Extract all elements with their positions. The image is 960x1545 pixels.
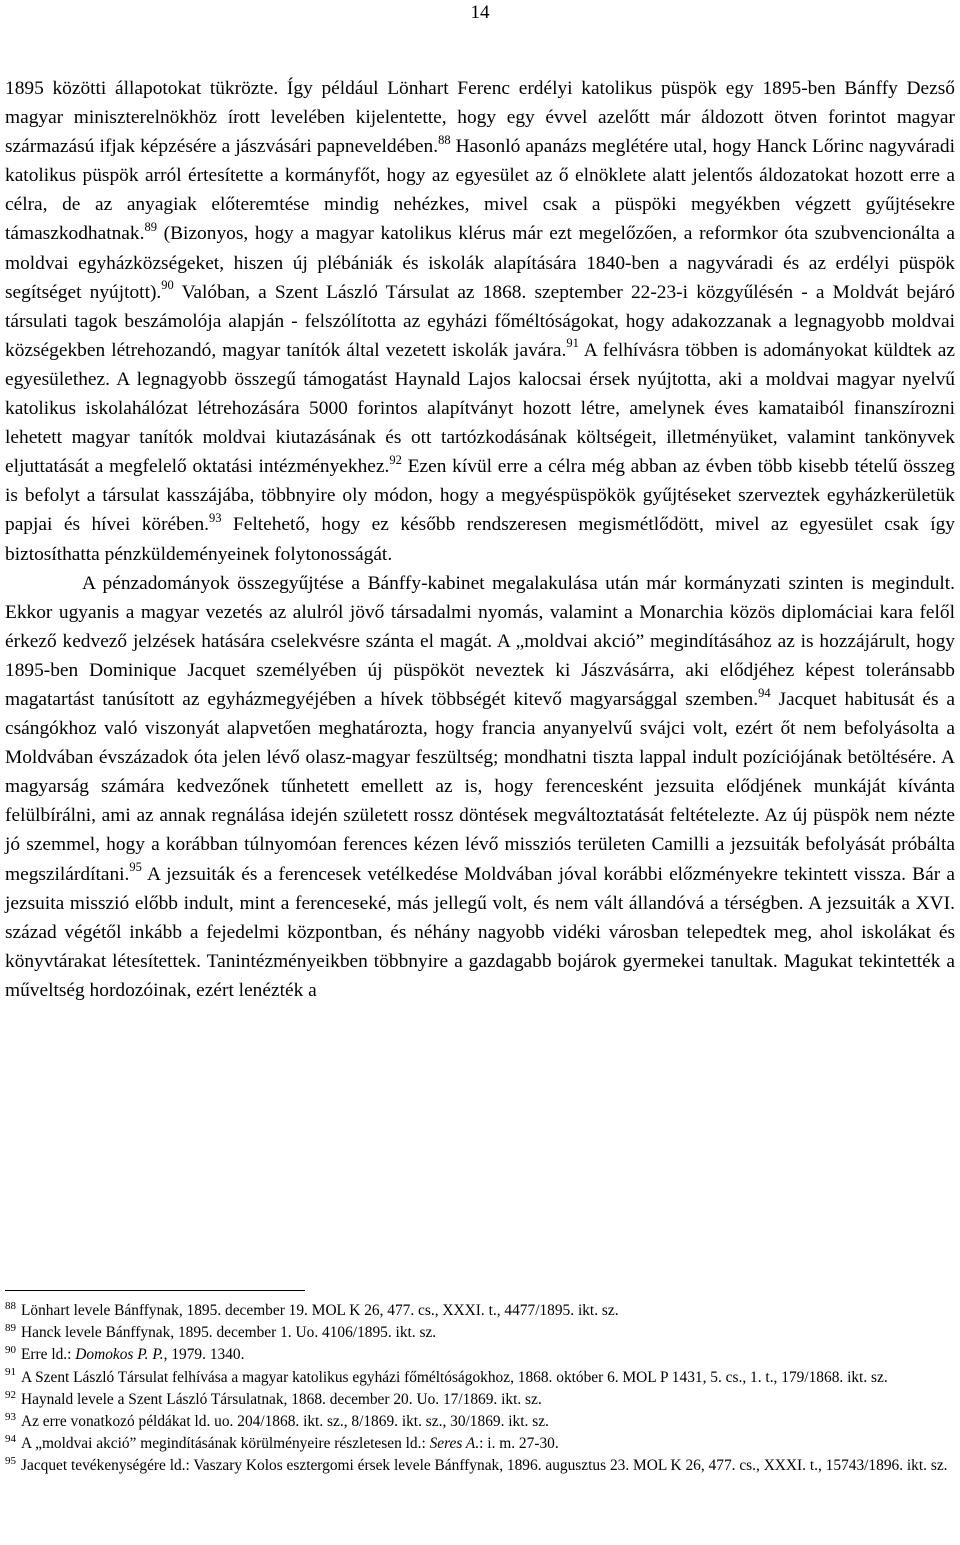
- footnote-number: 88: [5, 1299, 16, 1312]
- footnote-text: Jacquet tevékenységére ld.: Vaszary Kolos esztergomi érsek levele Bánffynak, 1896. augusztus 23. MOL K 26, 477. cs., XXXI. t., 15743/1896. ikt. sz.: [21, 1457, 948, 1475]
- text-run: Valóban, a Szent László Társulat az 1868. szeptember 22-23-i közgyűlésén - a Moldvát bejáró társulati tagok beszámolója alapján - felszólította az egyházi főméltóságokat, hogy adakozzanak a legnagyobb moldvai községekben létrehozandó, magyar tanítók által vezetett iskolák javára.: [5, 281, 955, 361]
- body-text: [5, 74, 955, 1005]
- footnote-text: Erre ld.:: [21, 1346, 76, 1364]
- footnote-reference: 94: [758, 685, 771, 700]
- footnote-reference: 93: [209, 510, 222, 525]
- footnote-number: 89: [5, 1322, 16, 1335]
- text-run: Hasonló apanázs meglétére utal, hogy Hanck Lőrinc nagyváradi katolikus püspök arról értesítette a kormányfőt, hogy az egyesület az ő elnöklete alatt jelentős áldozatokat hozott erre a célra, de az anyagiak előteremtése mindig nehézkes, mivel csak a püspöki megyékben végzett gyűjtésekre támaszkodhatnak.: [5, 136, 955, 245]
- footnote-reference: 92: [389, 452, 402, 467]
- footnote-text: Domokos P. P.: [75, 1346, 164, 1364]
- footnote-text: A Szent László Társulat felhívása a magyar katolikus egyházi főméltóságokhoz, 1868. október 6. MOL P 1431, 5. cs., 1. t., 179/1868. ikt. sz.: [21, 1368, 888, 1386]
- footnote: [5, 1455, 955, 1477]
- footnote-number: 90: [5, 1344, 16, 1357]
- footnote-number: 92: [5, 1388, 16, 1401]
- text-run: 1895 közötti állapotokat tükrözte. Így például Lönhart Ferenc erdélyi katolikus püspök egy 1895-ben Bánffy Dezső magyar miniszterelnökhöz írott levelében kijelentette, hogy egy évvel azelőtt már áldozott ötven forintot magyar származású ifjak képzésére a jászvásári papneveldében.: [5, 78, 955, 158]
- text-run: A jezsuiták és a ferencesek vetélkedése Moldvában jóval korábbi előzményekre tekintett vissza. Bár a jezsuita misszió előbb indult, mint a ferenceseké, más jellegű volt, és nem vált állandóvá a térségben. A jezsuiták a XVI. század végétől inkább a fejedelmi központban, és néhány nagyobb vidéki városban telepedtek meg, ahol iskolákat és könyvtárakat létesítettek. Tanintézményeikben többnyire a gazdagabb bojárok gyermekei tanultak. Magukat tekintették a műveltség hordozóinak, ezért lenézték a: [5, 863, 955, 1001]
- footnote-text: A „moldvai akció” megindításának körülményeire részletesen ld.:: [21, 1435, 430, 1453]
- footnote-text: Hanck levele Bánffynak, 1895. december 1. Uo. 4106/1895. ikt. sz.: [21, 1324, 437, 1342]
- page-number: 14: [470, 2, 490, 23]
- text-run: A pénzadományok összegyűjtése a Bánffy-kabinet megalakulása után már kormányzati szinten is megindult. Ekkor ugyanis a magyar vezetés az alulról jövő társadalmi nyomás, valamint a Monarchia közös diplomáciai kara felől érkező kedvező jelzések hatására cselekvésre szánta el magát. A „moldvai akció” megindításához az is hozzájárult, hogy 1895-ben Dominique Jacquet személyében új püspököt neveztek ki Jászvásárra, aki elődjéhez képest toleránsabb magatartást tanúsított az egyházmegyéjében a hívek többségét kitevő magyarsággal szemben.: [5, 572, 955, 710]
- footnotes: [5, 1300, 955, 1478]
- footnote-text: , 1979. 1340.: [163, 1346, 245, 1364]
- footnote-text: Lönhart levele Bánffynak, 1895. december 19. MOL K 26, 477. cs., XXXI. t., 4477/1895. ikt. sz.: [21, 1302, 619, 1319]
- footnote: [5, 1433, 955, 1455]
- footnote-number: 93: [5, 1410, 16, 1423]
- text-run: Feltehető, hogy ez később rendszeresen megismétlődött, mivel az egyesület csak így biztosíthatta pénzküldeményeinek folytonosságát.: [5, 514, 955, 565]
- footnote-text: Haynald levele a Szent László Társulatnak, 1868. december 20. Uo. 17/1869. ikt. sz.: [21, 1390, 542, 1408]
- footnote: [5, 1367, 955, 1389]
- text-run: A felhívásra többen is adományokat küldtek az egyesülethez. A legnagyobb összegű támogatást Haynald Lajos kalocsai érsek nyújtotta, aki a moldvai magyar nyelvű katolikus iskolahálózat létrehozására 5000 forintos alapítványt hozott létre, amelynek éves kamataiból finanszírozni lehetett magyar tanítók moldvai kiutazásának és ott tartózkodásának költségeit, illetményüket, valamint tankönyvek eljuttatását a megfelelő oktatási intézményekhez.: [5, 339, 955, 478]
- footnote-separator: [5, 1290, 305, 1291]
- footnote: [5, 1300, 955, 1322]
- footnote-reference: 90: [161, 278, 174, 293]
- footnote-text: Seres A.: [429, 1435, 480, 1453]
- text-run: (Bizonyos, hogy a magyar katolikus klérus már ezt megelőzően, a reformkor óta szubvencionálta a moldvai egyházközségeket, hiszen új plébániák és iskolák alapítására 1840-ben a nagyváradi és az erdélyi püspök segítséget nyújtott).: [5, 223, 955, 303]
- footnote-number: 94: [5, 1433, 16, 1446]
- footnote: [5, 1389, 955, 1411]
- footnote-reference: 89: [144, 220, 157, 234]
- text-run: Ezen kívül erre a célra még abban az évben több kisebb tételű összeg is befolyt a társulat kasszájába, többnyire oly módon, hogy a megyéspüspökök gyűjtéseket szerveztek egyházkerületük papjai és hívei körében.: [5, 456, 955, 536]
- footnote: [5, 1411, 955, 1433]
- text-run: Jacquet habitusát és a csángókhoz való viszonyát alapvetően meghatározta, hogy francia anyanyelvű svájci volt, ezért őt nem befolyásolta a Moldvában évszázadok óta jelen lévő olasz-magyar feszültség; mondhatni tiszta lappal indult pozíciójának betöltésére. A magyarság számára kedvezőnek tűnhetett emellett az is, hogy ferencesként jezsuita elődjének munkáját kívánta felülbírálni, ami az annak regnálása idején született rossz döntések megváltoztatását feltételezte. Az új püspök nem nézte jó szemmel, hogy a korábban túlnyomóan ferences kézen lévő missziós területen Camilli a jezsuiták befolyását próbálta megszilárdítani.: [5, 688, 955, 885]
- footnote-number: 91: [5, 1366, 16, 1379]
- footnote-reference: 95: [129, 860, 142, 875]
- footnote-number: 95: [5, 1455, 16, 1468]
- footnote-text: Az erre vonatkozó példákat ld. uo. 204/1868. ikt. sz., 8/1869. ikt. sz., 30/1869. ikt. sz.: [21, 1413, 549, 1431]
- footnote: [5, 1344, 955, 1366]
- paragraph: [5, 569, 955, 1005]
- footnote-text: : i. m. 27-30.: [479, 1435, 559, 1453]
- footnote-reference: 91: [566, 336, 579, 351]
- footnote-reference: 88: [438, 132, 451, 147]
- footnote: [5, 1322, 955, 1344]
- paragraph: [5, 74, 955, 569]
